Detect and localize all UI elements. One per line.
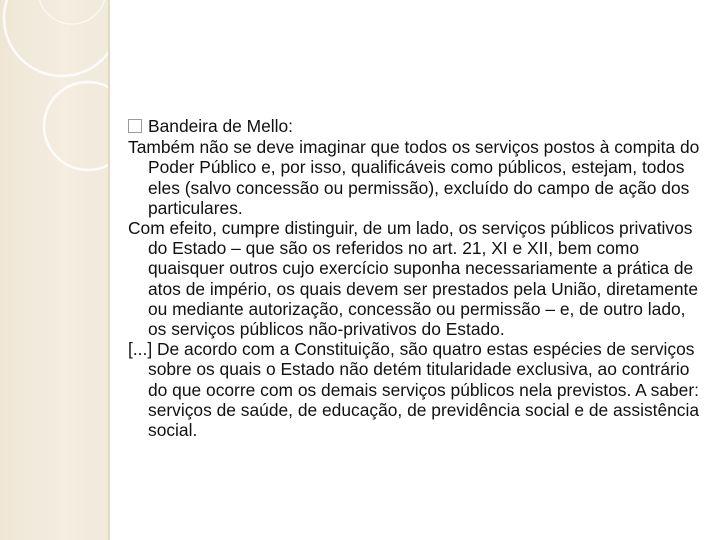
- side-divider: [108, 0, 110, 540]
- heading-text: Bandeira de Mello:: [148, 116, 294, 136]
- decorative-circles: [0, 0, 110, 540]
- decorative-circle-middle: [44, 82, 110, 170]
- square-bullet-icon: [128, 119, 142, 133]
- paragraph-2: Com efeito, cumpre distinguir, de um lado, os serviços públicos privativos do Estado – que são os referidos no art. 21, XI e XII, bem como quaisquer outros cujo exercício suponha necessariamente a prática de atos de império, os quais devem ser prestados pela União, diretamente ou mediante autorização, concessão ou permissão – e, de outro lado, os serviços públicos não-privativos do Estado.: [128, 218, 699, 340]
- paragraph-3: [...] De acordo com a Constituição, são quatro estas espécies de serviços sobre os quais o Estado não detém titularidade exclusiva, ao contrário do que ocorre com os demais serviços públicos nela previstos. A saber: serviços de saúde, de educação, de previdência social e de assistência social.: [128, 339, 700, 441]
- decorative-circle-top: [4, 0, 110, 76]
- paragraph-1: Também não se deve imaginar que todos os serviços postos à compita do Poder Público e, por isso, qualificáveis como públicos, estejam, todos eles (salvo concessão ou permissão), excluído do campo de ação dos particulares.: [128, 137, 700, 218]
- slide-content: [128, 116, 708, 440]
- slide-heading: [128, 116, 708, 136]
- decorative-circle-small: [38, 0, 106, 24]
- decorative-side-band: [0, 0, 110, 540]
